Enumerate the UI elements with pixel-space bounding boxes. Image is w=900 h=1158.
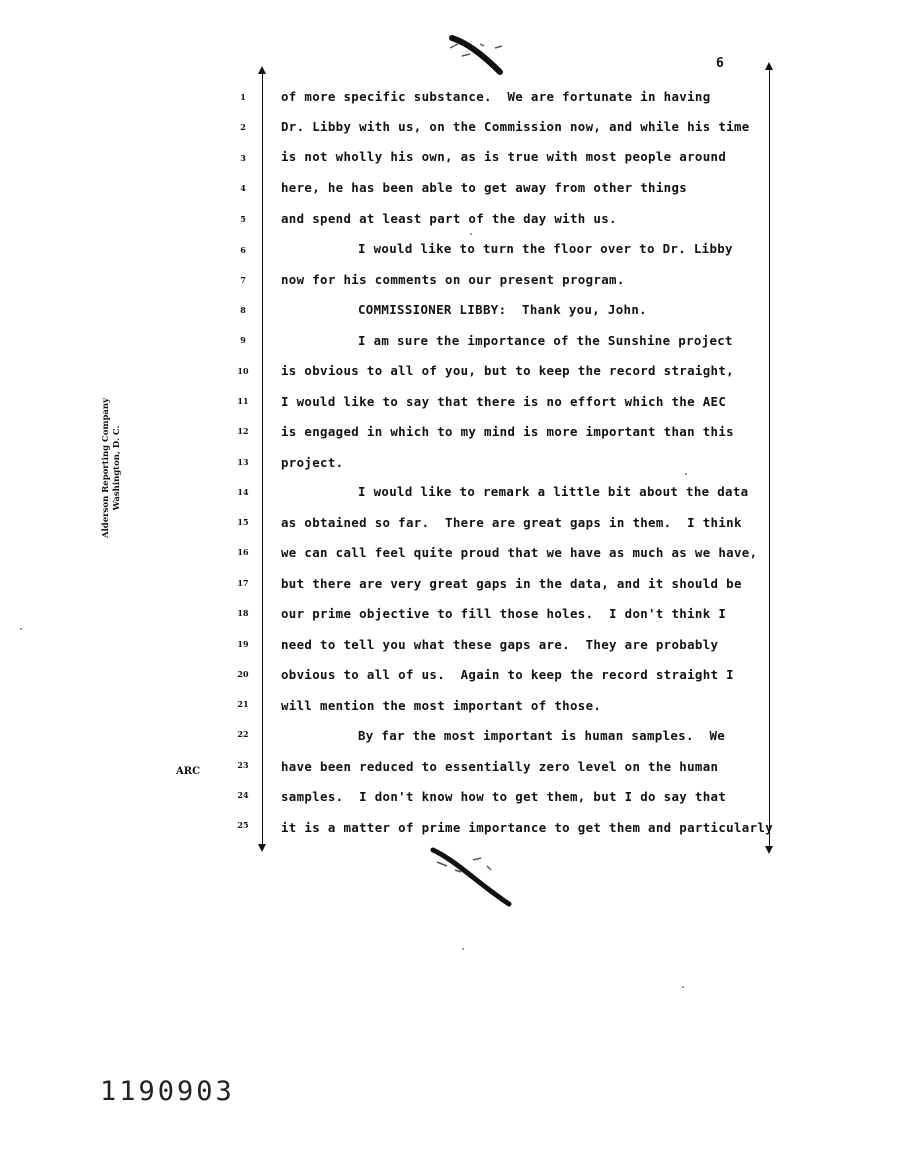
line-number: 4 — [240, 183, 246, 193]
reporter-side-note — [101, 398, 123, 538]
line-number: 12 — [237, 426, 249, 436]
page-number: 6 — [716, 56, 724, 71]
line-number: 18 — [237, 608, 249, 618]
document-number: 1190903 — [100, 1076, 235, 1107]
reporter-city: Washington, D. C. — [112, 425, 122, 511]
transcript-line: will mention the most important of those. — [281, 698, 602, 713]
transcript-line: but there are very great gaps in the data, and it should be — [281, 576, 742, 591]
line-number: 6 — [240, 245, 246, 255]
line-number: 2 — [240, 122, 246, 132]
scan-speck — [682, 986, 684, 988]
left-margin-rule — [262, 72, 263, 844]
transcript-line: now for his comments on our present program. — [281, 272, 625, 287]
reporter-company: Alderson Reporting Company — [101, 397, 111, 539]
transcript-line: I am sure the importance of the Sunshine project — [358, 333, 733, 348]
transcript-line: of more specific substance. We are fortunate in having — [281, 89, 711, 104]
top-pen-mark — [440, 30, 520, 80]
line-number: 21 — [237, 699, 249, 709]
scan-speck — [470, 233, 472, 235]
transcript-line: samples. I don't know how to get them, but I do say that — [281, 789, 727, 804]
line-number: 25 — [237, 820, 249, 830]
transcript-line: and spend at least part of the day with us. — [281, 211, 617, 226]
transcript-line: it is a matter of prime importance to get them and particularly — [281, 820, 774, 835]
transcript-line: project. — [281, 455, 344, 470]
transcript-line: is not wholly his own, as is true with most people around — [281, 149, 727, 164]
line-number: 22 — [237, 729, 249, 739]
line-number: 9 — [240, 335, 246, 345]
line-number: 10 — [237, 366, 249, 376]
line-number: 1 — [240, 92, 246, 102]
line-number: 5 — [240, 214, 246, 224]
transcript-line: By far the most important is human samples. We — [358, 728, 726, 743]
line-number: 13 — [237, 457, 249, 467]
line-number: 15 — [237, 517, 249, 527]
transcript-line: I would like to turn the floor over to Dr. Libby — [358, 241, 733, 256]
line-number: 23 — [237, 760, 249, 770]
right-rule-arrow-down — [765, 846, 773, 854]
line-number: 11 — [237, 396, 249, 406]
reporter-initials: ARC — [176, 766, 201, 777]
line-number: 8 — [240, 305, 246, 315]
transcript-line: our prime objective to fill those holes. I don't think I — [281, 606, 727, 621]
scan-speck — [462, 948, 464, 950]
line-number: 20 — [237, 669, 249, 679]
transcript-line: as obtained so far. There are great gaps in them. I think — [281, 515, 742, 530]
transcript-line: I would like to say that there is no effort which the AEC — [281, 394, 727, 409]
left-rule-arrow-down — [258, 844, 266, 852]
transcript-line: Dr. Libby with us, on the Commission now, and while his time — [281, 119, 750, 134]
scan-speck — [20, 628, 22, 630]
line-number: 19 — [237, 639, 249, 649]
transcript-line: obvious to all of us. Again to keep the record straight I — [281, 667, 734, 682]
transcript-line: is obvious to all of you, but to keep the record straight, — [281, 363, 734, 378]
bottom-pen-mark — [425, 840, 525, 915]
transcript-line: need to tell you what these gaps are. They are probably — [281, 637, 719, 652]
line-number: 14 — [237, 487, 249, 497]
transcript-line: is engaged in which to my mind is more important than this — [281, 424, 734, 439]
transcript-line: here, he has been able to get away from other things — [281, 180, 688, 195]
transcript-line: we can call feel quite proud that we have as much as we have, — [281, 545, 758, 560]
line-number: 17 — [237, 578, 249, 588]
line-number: 24 — [237, 790, 249, 800]
speaker-line: COMMISSIONER LIBBY: Thank you, John. — [358, 302, 647, 317]
line-number: 3 — [240, 153, 246, 163]
line-number: 7 — [240, 275, 246, 285]
transcript-line: I would like to remark a little bit about the data — [358, 484, 749, 499]
scan-speck — [685, 473, 687, 475]
line-number: 16 — [237, 547, 249, 557]
transcript-line: have been reduced to essentially zero level on the human — [281, 759, 719, 774]
right-margin-rule — [769, 68, 770, 846]
